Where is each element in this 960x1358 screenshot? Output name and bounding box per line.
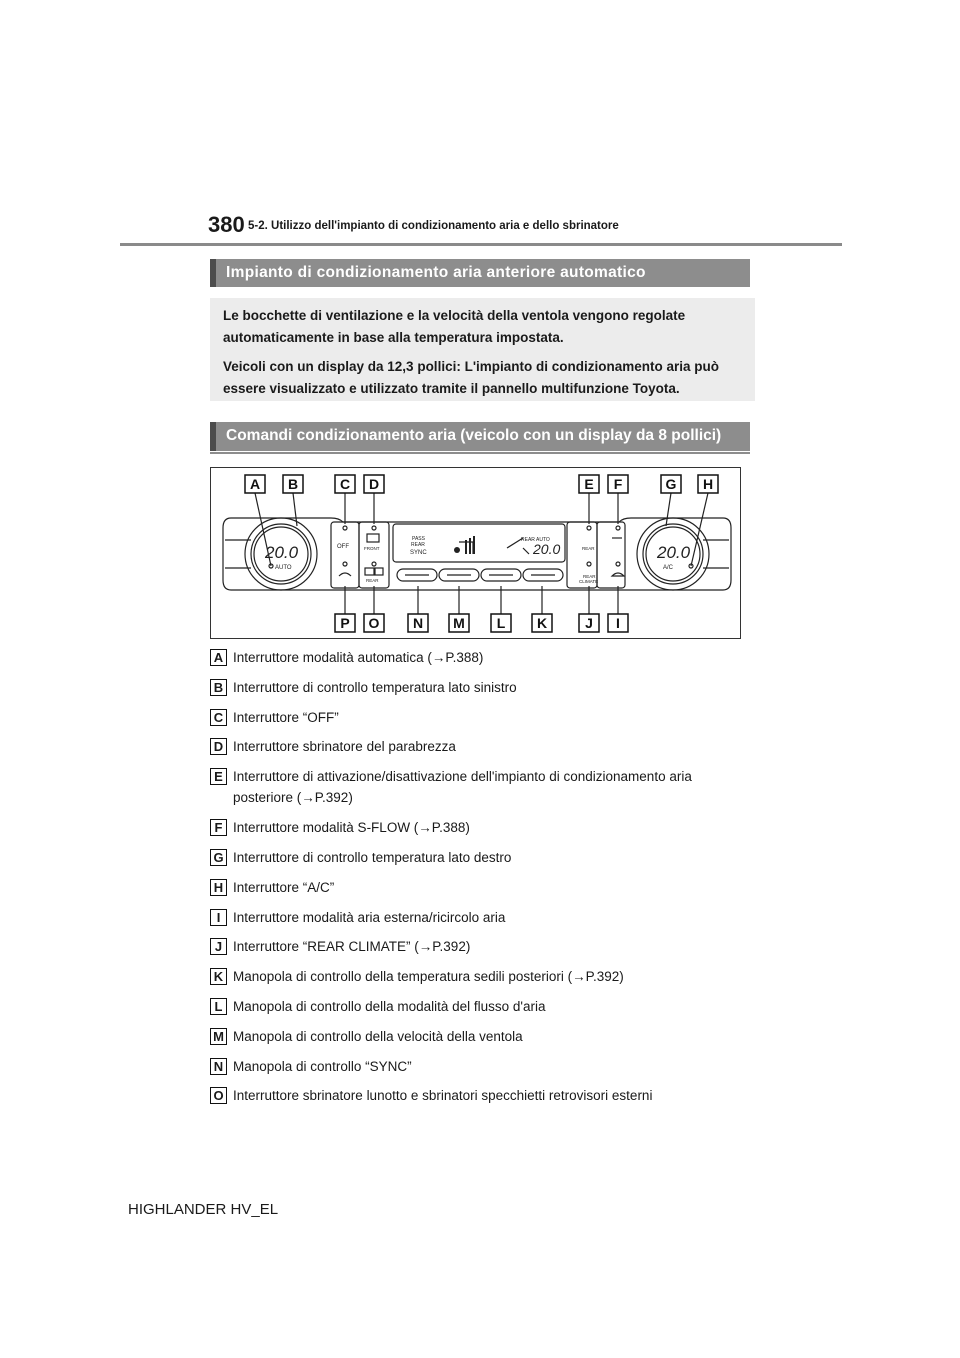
rear-climate-label-2: CLIMATE bbox=[579, 579, 599, 584]
header-divider bbox=[120, 243, 842, 246]
legend-item bbox=[210, 1056, 770, 1086]
legend-text: Interruttore “A/C” bbox=[233, 879, 335, 895]
callout-letter: G bbox=[665, 476, 677, 492]
right-temp-readout: 20.0 bbox=[657, 543, 691, 562]
intro-paragraph: Le bocchette di ventilazione e la velocità della ventola vengono regolate automaticamente in base alla temperatura impostata. bbox=[223, 308, 686, 345]
auto-label: AUTO bbox=[275, 565, 292, 571]
legend-text: Manopola di controllo della velocità della ventola bbox=[233, 1028, 523, 1044]
legend-item bbox=[210, 936, 770, 966]
callout-letter: C bbox=[339, 476, 351, 492]
sync-label: SYNC bbox=[410, 550, 427, 556]
legend-letter-badge: F bbox=[210, 819, 227, 836]
legend-text: Interruttore di attivazione/disattivazione dell'impianto di condizionamento aria posteriore (→P.392) bbox=[233, 769, 692, 806]
legend-letter-badge: L bbox=[210, 998, 227, 1015]
left-temp-readout: 20.0 bbox=[265, 543, 299, 562]
legend-item bbox=[210, 736, 770, 766]
rear-defog-label: REAR bbox=[366, 578, 379, 583]
legend-letter-badge: A bbox=[210, 649, 227, 666]
legend-item bbox=[210, 996, 770, 1026]
footer-model: HIGHLANDER HV_EL bbox=[128, 1201, 279, 1218]
legend-letter-badge: J bbox=[210, 938, 227, 955]
callout-letter: A bbox=[249, 476, 261, 492]
legend-item bbox=[210, 1085, 770, 1115]
legend-item bbox=[210, 847, 770, 877]
page-number: 380 bbox=[208, 212, 245, 237]
rear-temp-readout: 20.0 bbox=[533, 541, 561, 557]
legend-item bbox=[210, 677, 770, 707]
rear-button-label: REAR bbox=[582, 546, 595, 551]
legend-text: Manopola di controllo “SYNC” bbox=[233, 1058, 412, 1074]
legend-item bbox=[210, 877, 770, 907]
legend-item bbox=[210, 647, 770, 677]
section-title: Impianto di condizionamento aria anteriore automatico bbox=[226, 264, 646, 281]
callout-letter: D bbox=[368, 476, 380, 492]
callout-letter: H bbox=[702, 476, 714, 492]
callout-letter: B bbox=[287, 476, 299, 492]
legend-text: Manopola di controllo della temperatura sedili posteriori (→P.392) bbox=[233, 969, 624, 985]
legend-list bbox=[210, 647, 770, 1115]
legend-text: Interruttore modalità automatica (→P.388) bbox=[233, 650, 484, 665]
subsection-title-bar bbox=[210, 422, 750, 451]
legend-letter-badge: D bbox=[210, 738, 227, 755]
legend-item bbox=[210, 707, 770, 737]
legend-letter-badge: N bbox=[210, 1058, 227, 1075]
legend-item bbox=[210, 817, 770, 847]
callout-letter: I bbox=[616, 615, 620, 631]
legend-item bbox=[210, 907, 770, 937]
legend-text: Interruttore sbrinatore lunotto e sbrinatori specchietti retrovisori esterni bbox=[233, 1088, 653, 1104]
callout-letter: J bbox=[585, 615, 593, 631]
pass-rear-label: REAR bbox=[411, 542, 425, 548]
legend-letter-badge: C bbox=[210, 709, 227, 726]
control-panel-diagram bbox=[210, 467, 741, 639]
subsection-divider bbox=[210, 452, 750, 454]
control-panel-illustration bbox=[211, 468, 742, 640]
legend-text: Interruttore “REAR CLIMATE” (→P.392) bbox=[233, 939, 471, 955]
legend-text: Interruttore modalità S-FLOW (→P.388) bbox=[233, 820, 470, 836]
legend-letter-badge: H bbox=[210, 879, 227, 896]
legend-letter-badge: I bbox=[210, 909, 227, 926]
rear-auto-label: REAR AUTO bbox=[521, 537, 550, 543]
callout-letter: L bbox=[496, 615, 506, 631]
legend-letter-badge: K bbox=[210, 968, 227, 985]
callout-letter: F bbox=[613, 476, 623, 492]
legend-item bbox=[210, 766, 770, 817]
legend-item bbox=[210, 1026, 770, 1056]
callout-letter: N bbox=[412, 615, 424, 631]
legend-letter-badge: B bbox=[210, 679, 227, 696]
callout-letter: K bbox=[536, 615, 548, 631]
legend-text: Interruttore modalità aria esterna/ricircolo aria bbox=[233, 909, 506, 925]
legend-text: Interruttore di controllo temperatura lato destro bbox=[233, 849, 512, 865]
section-header: 5-2. Utilizzo dell'impianto di condizionamento aria e dello sbrinatore bbox=[248, 220, 619, 232]
callout-letter: O bbox=[368, 615, 380, 631]
legend-letter-badge: G bbox=[210, 849, 227, 866]
legend-letter-badge: O bbox=[210, 1087, 227, 1104]
pass-label: PASS bbox=[412, 536, 425, 542]
legend-text: Interruttore sbrinatore del parabrezza bbox=[233, 739, 456, 755]
callout-letter: M bbox=[453, 615, 465, 631]
section-title-bar bbox=[210, 259, 750, 287]
callout-letter: E bbox=[584, 476, 594, 492]
rear-climate-label-1: REAR bbox=[583, 574, 596, 579]
off-label: OFF bbox=[337, 544, 349, 550]
legend-item bbox=[210, 966, 770, 996]
legend-letter-badge: M bbox=[210, 1028, 227, 1045]
legend-text: Interruttore “OFF” bbox=[233, 709, 339, 725]
intro-box bbox=[210, 298, 755, 401]
intro-paragraph: Veicoli con un display da 12,3 pollici: L'impianto di condizionamento aria può essere visualizzato e utilizzato tramite il pannello multifunzione Toyota. bbox=[223, 359, 720, 396]
subsection-title: Comandi condizionamento aria (veicolo con un display da 8 pollici) bbox=[226, 427, 722, 444]
legend-text: Interruttore di controllo temperatura lato sinistro bbox=[233, 679, 517, 695]
callout-letter: P bbox=[340, 615, 350, 631]
legend-letter-badge: E bbox=[210, 768, 227, 785]
front-label: FRONT bbox=[364, 546, 380, 551]
ac-label: A/C bbox=[663, 565, 674, 571]
legend-text: Manopola di controllo della modalità del flusso d'aria bbox=[233, 998, 546, 1014]
